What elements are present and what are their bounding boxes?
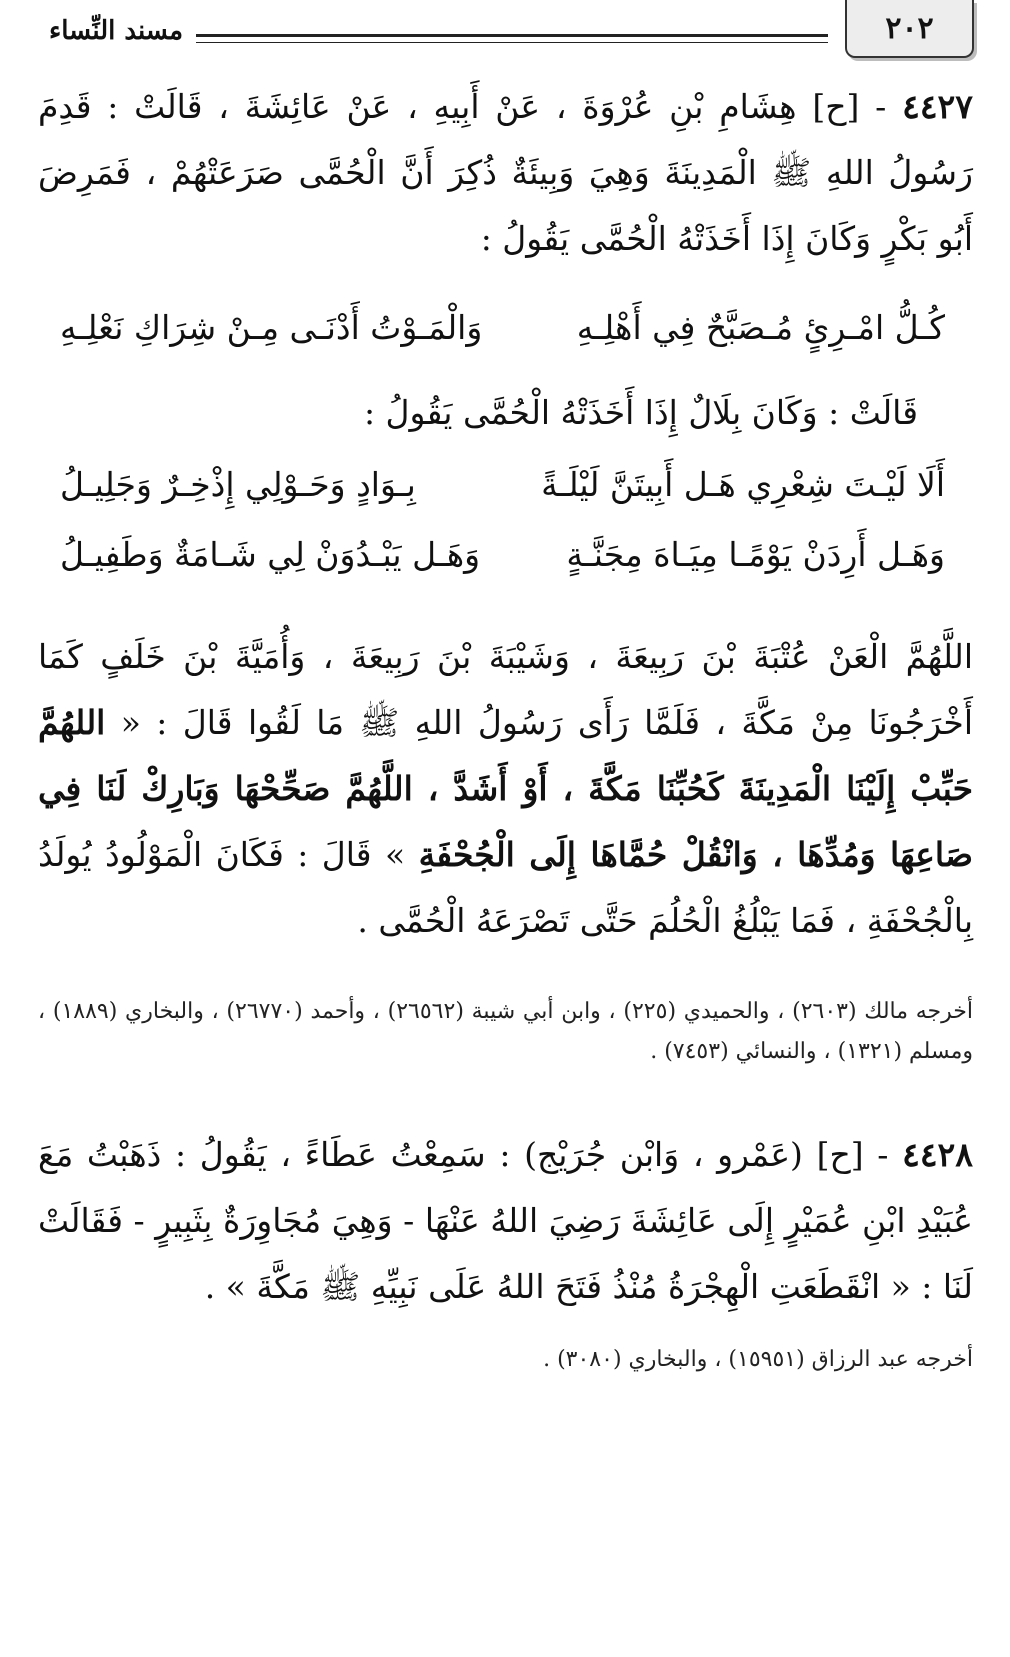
bilal-intro: قَالَتْ : وَكَانَ بِلَالٌ إِذَا أَخَذَتْهُ الْحُمَّى يَقُولُ : [363,393,918,432]
running-title: مسند النِّساء [49,16,183,46]
hadith-number: ٤٤٢٨ [902,1135,973,1174]
verse-line [38,465,973,525]
page-number: ٢٠٢ [885,10,934,46]
hadith-number: ٤٤٢٧ [902,87,973,126]
takhrij-note: أخرجه عبد الرزاق (١٥٩٥١) ، والبخاري (٣٠٨٠) . [543,1347,973,1372]
hadith-text: - [ح] (عَمْرو ، وَابْن جُرَيْج) : سَمِعْتُ عَطَاءً ، يَقُولُ : ذَهَبْتُ مَعَ عُبَيْدِ ابْنِ عُمَيْرٍ إِلَى عَائِشَةَ رَضِيَ اللهُ عَنْهَا - وَهِيَ مُجَاوِرَةٌ بِثَبِيرٍ - فَقَالَتْ لَنَا : « انْقَطَعَتِ الْهِجْرَةُ مُنْذُ فَتَحَ اللهُ عَلَى نَبِيِّهِ ﷺ مَكَّةَ » . [38,1135,973,1306]
verse-first-hemistich: كُـلُّ امْـرِئٍ مُـصَبَّحٌ فِي أَهْلِـهِ [576,308,945,347]
prophetic-supplication: اللهُمَّ حَبِّبْ إِلَيْنَا الْمَدِينَةَ كَحُبِّنَا مَكَّةَ ، أَوْ أَشَدَّ ، اللَّهُمَّ صَحِّحْهَا وَبَارِكْ لَنَا فِي صَاعِهَا وَمُدِّهَا ، وَانْقُلْ حُمَّاهَا إِلَى الْجُحْفَةِ [38,703,973,874]
verse-first-hemistich: أَلَا لَيْـتَ شِعْرِي هَـل أَبِيتَنَّ لَيْلَـةً [541,465,945,504]
body-text: اللَّهُمَّ الْعَنْ عُتْبَةَ بْنَ رَبِيعَةَ ، وَشَيْبَةَ بْنَ رَبِيعَةَ ، وَأُمَيَّةَ بْنَ خَلَفٍ كَمَا أَخْرَجُونَا مِنْ مَكَّةَ ، فَلَمَّا رَأَى رَسُولُ اللهِ ﷺ مَا لَقُوا قَالَ : « [38,637,973,742]
takhrij-note: أخرجه مالك (٢٦٠٣) ، والحميدي (٢٢٥) ، وابن أبي شيبة (٢٦٥٦٢) ، وأحمد (٢٦٧٧٠) ، والبخاري (١٨٨٩) ، ومسلم (١٣٢١) ، والنسائي (٧٤٥٣) . [38,999,974,1064]
hadith-intro-text: - [ح] هِشَامِ بْنِ عُرْوَةَ ، عَنْ أَبِيهِ ، عَنْ عَائِشَةَ ، قَالَتْ : قَدِمَ رَسُولُ اللهِ ﷺ الْمَدِينَةَ وَهِيَ وَبِيئَةٌ ذُكِرَ أَنَّ الْحُمَّى صَرَعَتْهُمْ ، فَمَرِضَ أَبُو بَكْرٍ وَكَانَ إِذَا أَخَذَتْهُ الْحُمَّى يَقُولُ : [38,87,973,258]
header-rule [196,34,828,43]
verse-line [38,535,973,595]
verse-second-hemistich: وَالْمَـوْتُ أَدْنَـى مِـنْ شِرَاكِ نَعْلِـهِ [60,308,483,347]
hadith-4427-body [38,624,973,954]
verse-second-hemistich: وَهَـل يَبْـدُوَنْ لِي شَـامَةٌ وَطَفِيـلُ [60,535,481,574]
page-number-tab [845,0,974,58]
verse-first-hemistich: وَهَـل أَرِدَنْ يَوْمًـا مِيَـاهَ مِجَنَّـةٍ [566,535,945,574]
hadith-4427-intro [38,74,973,272]
verse-second-hemistich: بِـوَادٍ وَحَـوْلِي إِذْخِـرٌ وَجَلِيـلُ [60,465,416,504]
hadith-4428 [38,1122,973,1320]
body-text-end: » قَالَ : فَكَانَ الْمَوْلُودُ يُولَدُ بِالْجُحْفَةِ ، فَمَا يَبْلُغُ الْحُلُمَ حَتَّى تَصْرَعَهُ الْحُمَّى . [38,835,973,940]
verse-line [38,308,973,368]
